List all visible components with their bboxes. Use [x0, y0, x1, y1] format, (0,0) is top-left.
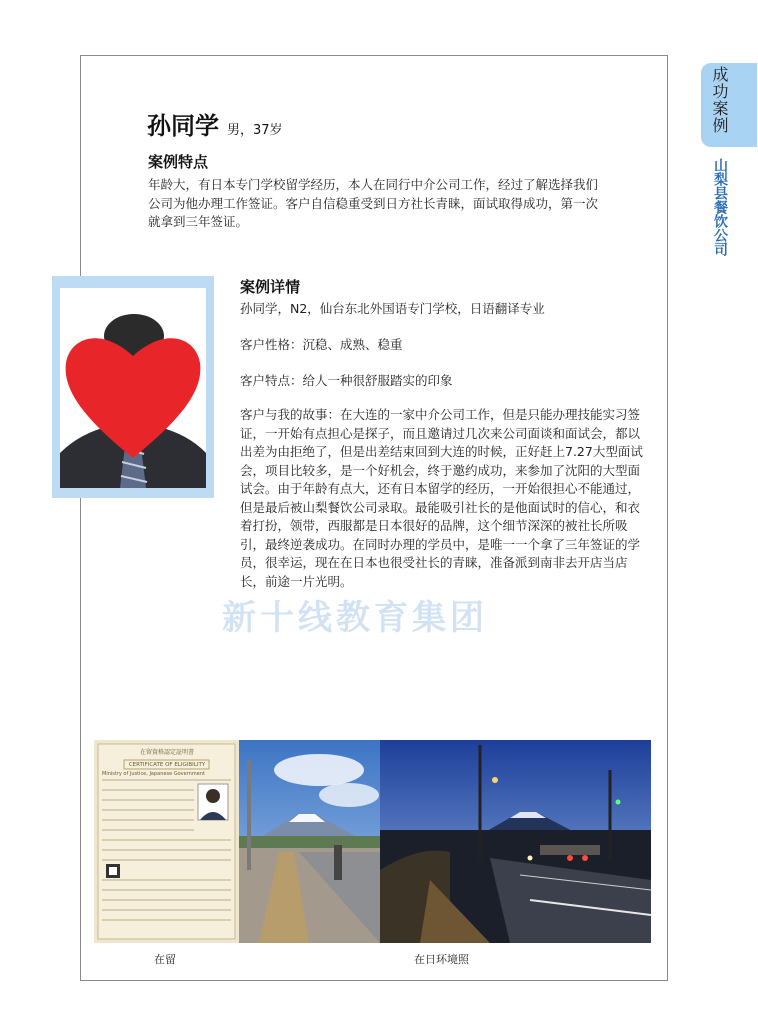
fuji-day-photo [239, 740, 380, 943]
certificate-ministry: Ministry of Justice, Japanese Government [102, 771, 205, 777]
features-heading: 案例特点 [148, 153, 209, 171]
details-heading: 案例详情 [240, 278, 301, 296]
side-tab-label: 成功案例 [710, 66, 729, 134]
certificate-subtitle: CERTIFICATE OF ELIGIBILITY [128, 762, 206, 768]
fuji-night-photo [380, 740, 651, 943]
portrait-frame [52, 276, 214, 498]
side-company-label: 山梨县餐饮公司 [712, 158, 728, 256]
watermark: 新十线教育集团 [222, 598, 488, 638]
person-gender-age: 男，37岁 [227, 123, 283, 138]
features-text: 年龄大，有日本专门学校留学经历，本人在同行中介公司工作，经过了解选择我们公司为他办理工作签证。客户自信稳重受到日方社长青睐，面试取得成功，第一次就拿到三年签证。 [148, 177, 599, 229]
portrait-photo [60, 288, 206, 488]
person-name: 孙同学 [147, 112, 219, 140]
details-personality: 客户性格：沉稳、成熟、稳重 [240, 337, 403, 352]
details-school: 孙同学，N2，仙台东北外国语专门学校，日语翻译专业 [240, 301, 545, 316]
certificate-title: 在留資格認定証明書 [139, 749, 194, 756]
details-impression: 客户特点：给人一种很舒服踏实的印象 [240, 373, 453, 388]
details-story: 客户与我的故事：在大连的一家中介公司工作，但是只能办理技能实习签证，一开始有点担心是探子，而且邀请过几次来公司面谈和面试会，都以出差为由拒绝了，但是出差结束回到大连的时候，正好赶上7.27大型面试会，项目比较多，是一个好机会，终于邀约成功，来参加了沈阳的大型面试会。由于年龄有点大，还有日本留学的经历，一开始很担心不能通过，但是最后被山梨餐饮公司录取。最能吸引社长的是他面试时的信心，和衣着打扮，领带，西服都是日本很好的品牌，这个细节深深的被社长所吸引，最终逆袭成功。在同时办理的学员中，是唯一一个拿了三年签证的学员，很幸运，现在在日本也很受社长的青睐，准备派到南非去开店当店长，前途一片光明。 [240, 407, 643, 589]
caption-environment: 在日环境照 [414, 953, 469, 966]
caption-certificate: 在留 [154, 953, 176, 966]
portrait-illustration [60, 288, 206, 488]
person-header [147, 106, 283, 141]
